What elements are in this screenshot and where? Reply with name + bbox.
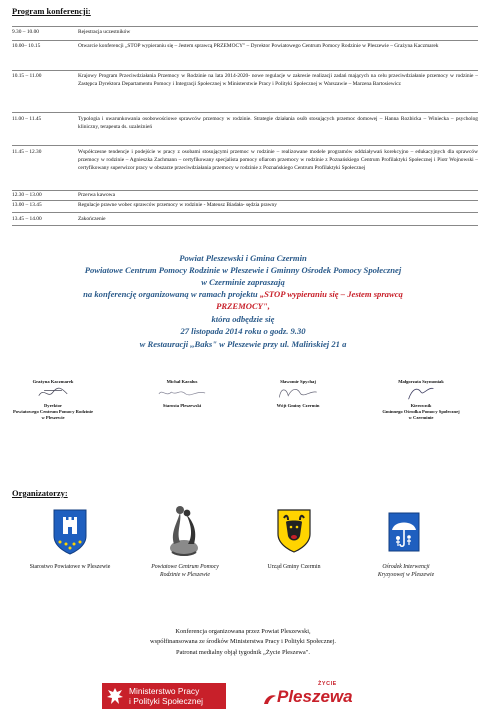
footer-line: Patronat medialny objął tygodnik „Życie Pleszewa". <box>176 649 310 656</box>
signature-block <box>366 379 476 421</box>
program-desc: Otwarcie konferencji „STOP wypieraniu się – Jestem sprawcą PRZEMOCY" – Dyrektor Powiatowego Centrum Pomocy Rodzinie w Pleszewie – Grażyna Kaczmarek <box>78 43 439 49</box>
ministry-name: i Polityki Społecznej <box>129 696 204 706</box>
program-row <box>12 115 478 137</box>
organizer-name: Powiatowe Centrum Pomocy <box>151 564 219 570</box>
signatory-name: Grażyna Kaczmarek <box>32 379 74 384</box>
signature-block <box>243 379 353 409</box>
invitation-line: w Czerminie zapraszają <box>201 277 285 287</box>
event-location: w Restauracji ,,Baks" w Pleszewie przy ul. Malińskiej 21 a <box>139 339 347 349</box>
invitation-line: która odbędzie się <box>211 314 275 324</box>
organizer-name: Ośrodek Interwencji <box>382 564 430 570</box>
program-time: 11.45 – 12.30 <box>12 149 42 155</box>
footer-line: współfinansowana ze środków Ministerstwa Pracy i Polityki Społecznej. <box>149 638 336 645</box>
program-desc: Rejestracja uczestników <box>78 29 131 35</box>
signatory-title: Gminnego Ośrodka Pomocy Społecznej <box>382 409 460 414</box>
newspaper-top-label: ŻYCIE <box>318 681 337 687</box>
signature-scribble-icon <box>33 385 73 401</box>
program-desc: Przerwa kawowa <box>78 192 115 198</box>
event-date: 27 listopada 2014 roku o godz. 9.30 <box>180 326 306 336</box>
powiat-coat-of-arms-icon <box>52 508 88 556</box>
invitation-line: Powiatowe Centrum Pomocy Rodzinie w Pleszewie i Gminny Ośrodek Pomocy Społecznej <box>84 265 402 275</box>
signatory-title: Dyrektor <box>43 403 63 408</box>
program-row <box>12 191 478 200</box>
divider <box>12 212 478 213</box>
program-desc: Współczesne tendencje i podejście w pracy z osobami stosującymi przemoc w rodzinie – realizowane modele programów oddziaływań korekcyjno – edukacyjnych dla sprawców przemocy w rodzinie – Agnieszka Zachmann – certyfikowany specjalista pomocy ofiarom przemocy w rodzinie z Poznańskiego Centrum Profilaktyki Społecznej i Piotr Wojnowski – certyfikowany superwizor pracy w obszarze przeciwdziałania przemocy w rodzinie z Poznańskiego Centrum Profilaktyki Społecznej <box>78 149 478 171</box>
signatory-title: w Pleszewie <box>41 415 65 420</box>
signatory-name: Małgorzata Szymoniak <box>398 379 444 384</box>
polish-eagle-icon <box>105 686 125 706</box>
program-time: 12.30 – 13.00 <box>12 192 42 198</box>
signatory-title: Kierownik <box>410 403 432 408</box>
divider <box>12 70 478 71</box>
organizer-name: Starostwo Powiatowe w Pleszewie <box>29 564 111 570</box>
invitation-line: Powiat Pleszewski i Gmina Czermin <box>179 253 307 263</box>
swoosh-icon <box>262 692 278 706</box>
zycie-pleszewa-logo <box>262 680 372 710</box>
oik-umbrella-icon <box>388 512 420 552</box>
program-row <box>12 28 478 38</box>
signature-scribble-icon <box>152 385 212 401</box>
program-desc: Regulacje prawne wobec sprawców przemocy w rodzinie - Mateusz Biadała- sędzia prawny <box>78 202 277 208</box>
organizer-caption <box>135 563 235 579</box>
program-desc: Typologia i uwarunkowania osobowościowe sprawców przemocy w rodzinie. Strategie działania osób stosujących przemoc domowej – Hanna Rozbicka – Winiecka – psycholog kliniczny, terapeuta ds. uzależnień <box>78 116 478 130</box>
organizer-caption <box>20 563 120 571</box>
organizer-name: Kryzysowej w Pleszewie <box>377 572 435 578</box>
program-time: 10.15 – 11.00 <box>12 73 42 79</box>
signatory-title: Starosta Pleszewski <box>162 403 202 408</box>
program-row <box>12 42 478 62</box>
signature-scribble-icon <box>401 385 441 401</box>
ministry-logo <box>102 683 226 709</box>
invitation-text: na konferencję organizowaną w ramach projektu <box>83 289 260 299</box>
divider <box>12 26 478 27</box>
divider <box>12 225 478 226</box>
program-time: 13.00 – 13.45 <box>12 202 42 208</box>
program-time: 13.45 – 14.00 <box>12 216 42 222</box>
program-row <box>12 215 478 224</box>
signature-block <box>127 379 237 409</box>
organizers-heading: Organizatorzy: <box>12 488 68 498</box>
divider <box>12 40 478 41</box>
signatory-title: Powiatowego Centrum Pomocy Rodzinie <box>13 409 93 414</box>
organizer-name: Urząd Gminy Czermin <box>267 564 321 570</box>
signature-block <box>0 379 108 421</box>
program-time: 10.00– 10.15 <box>12 43 41 49</box>
pcpr-logo-icon <box>164 504 204 558</box>
signatory-name: Michał Karalus <box>166 379 198 384</box>
organizer-name: Rodzinie w Pleszewie <box>160 572 210 578</box>
signatory-name: Sławomir Spychaj <box>280 379 316 384</box>
ministry-name: Ministerstwo Pracy <box>129 686 200 696</box>
signatory-title: Wójt Gminy Czermin <box>276 403 320 408</box>
footer-line: Konferencja organizowana przez Powiat Pleszewski, <box>175 628 311 635</box>
newspaper-name: Pleszewa <box>277 687 353 706</box>
program-row <box>12 201 478 210</box>
project-title-cont: PRZEMOCY", <box>216 301 270 311</box>
organizer-caption <box>356 563 456 579</box>
program-row <box>12 148 478 188</box>
czermin-coat-of-arms-icon <box>276 508 312 554</box>
signatory-title: w Czerminie <box>408 415 434 420</box>
program-time: 11.00 – 11.45 <box>12 116 42 122</box>
program-time: 9.30 – 10.00 <box>12 29 39 35</box>
divider <box>12 145 478 146</box>
program-desc: Krajowy Program Przeciwdziałania Przemocy w Rodzinie na lata 2014-2020- nowe regulacje w zakresie realizacji zadań mających na celu przeciwdziałanie przemocy w rodzinie –Zastępca Dyrektora Departamentu Pomocy i Integracji Społecznej w Ministerstwie Pracy i Polityki Społecznej w Warszawie – Marzena Bartosiewicz <box>78 73 478 87</box>
program-row <box>12 72 478 102</box>
program-desc: Zakończenie <box>78 216 106 222</box>
signature-scribble-icon <box>273 385 323 401</box>
organizer-caption <box>244 563 344 571</box>
program-heading: Program konferencji: <box>12 6 91 16</box>
project-title: „STOP wypieraniu się – Jestem sprawcą <box>259 289 403 299</box>
divider <box>12 112 478 113</box>
invitation-line <box>0 289 486 300</box>
